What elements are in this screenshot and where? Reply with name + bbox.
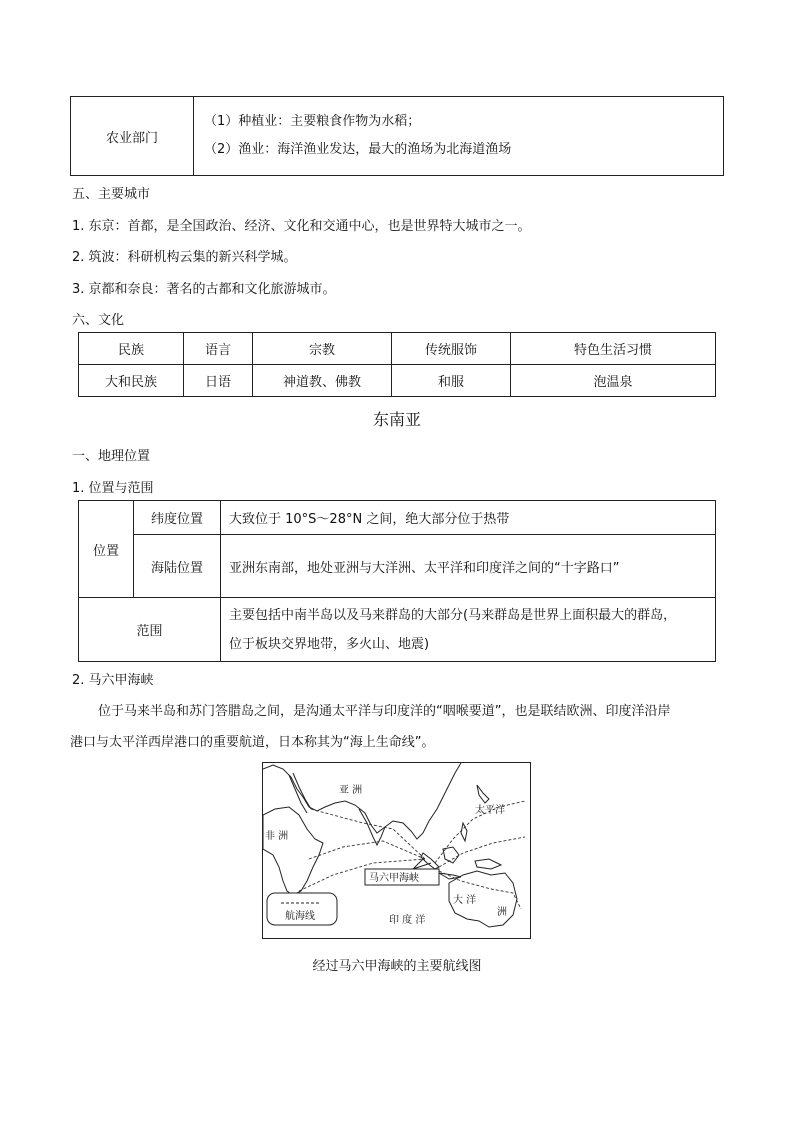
geo-heading: 一、地理位置 — [72, 449, 151, 464]
culture-header-cell: 传统服饰 — [392, 333, 511, 365]
geo-sub-heading-1: 1. 位置与范围 — [72, 481, 154, 496]
culture-cell: 和服 — [392, 365, 511, 397]
culture-table — [78, 332, 716, 397]
culture-heading: 六、文化 — [72, 313, 125, 328]
culture-header-cell: 语言 — [184, 333, 253, 365]
strait-pointer — [413, 859, 431, 869]
eurasia-landmass — [263, 763, 461, 839]
section-title: 东南亚 — [372, 410, 421, 429]
map-label-africa: 非 洲 — [265, 831, 289, 842]
culture-header-cell: 特色生活习惯 — [511, 333, 716, 365]
landsea-text: 亚洲东南部，地处亚洲与大洋洲、太平洋和印度洋之间的“十字路口” — [221, 535, 716, 598]
map-label-strait: 马六甲海峡 — [369, 873, 419, 884]
culture-header-row — [79, 333, 716, 365]
route-africa-strait — [309, 841, 425, 859]
position-label: 位置 — [79, 501, 134, 598]
city-item-kyoto-nara: 3. 京都和奈良：著名的古都和文化旅游城市。 — [72, 282, 336, 297]
shipping-route-map — [262, 762, 531, 939]
range-text-line-1: 主要包括中南半岛以及马来群岛的大部分(马来群岛是世界上面积最大的群岛， — [229, 607, 677, 623]
route-strait-australia — [439, 871, 521, 909]
culture-cell: 大和民族 — [79, 365, 184, 397]
map-canvas — [263, 763, 530, 938]
strait-paragraph-line-1: 位于马来半岛和苏门答腊岛之间，是沟通太平洋与印度洋的“咽喉要道”，也是联结欧洲、印度洋沿岸 — [98, 704, 671, 719]
lat-text: 大致位于 10°S～28°N 之间，绝大部分位于热带 — [221, 501, 716, 535]
legend-label: 航海线 — [285, 911, 315, 922]
map-label-indian-ocean: 印 度 洋 — [389, 915, 426, 926]
culture-data-row — [79, 365, 716, 397]
red-sea — [289, 775, 307, 813]
culture-cell: 泡温泉 — [511, 365, 716, 397]
range-text — [221, 598, 716, 662]
philippines — [461, 823, 467, 841]
map-label-asia: 亚 洲 — [339, 785, 363, 796]
agriculture-table — [70, 96, 724, 176]
agri-table-head: 农业部门 — [71, 97, 194, 176]
agri-table-body — [194, 97, 724, 176]
map-label-oceania: 大 洋 — [453, 895, 477, 906]
culture-cell: 神道教、佛教 — [253, 365, 392, 397]
culture-header-cell: 民族 — [79, 333, 184, 365]
new-guinea — [475, 859, 501, 869]
culture-cell: 日语 — [184, 365, 253, 397]
location-table — [78, 500, 716, 662]
sea-routes — [299, 801, 525, 909]
japan-islands — [477, 785, 489, 803]
landsea-label: 海陆位置 — [134, 535, 221, 598]
lat-label: 纬度位置 — [134, 501, 221, 535]
strait-paragraph-line-2: 港口与太平洋西岸港口的重要航道，日本称其为“海上生命线”。 — [70, 735, 435, 750]
agri-line-2: （2）渔业：海洋渔业发达，最大的渔场为北海道渔场 — [204, 142, 512, 157]
city-item-tsukuba: 2. 筑波：科研机构云集的新兴科学城。 — [72, 250, 297, 265]
city-item-tokyo: 1. 东京：首都，是全国政治、经济、文化和交通中心，也是世界特大城市之一。 — [72, 219, 531, 234]
cities-heading: 五、主要城市 — [72, 187, 151, 202]
map-label-pacific: 太平洋 — [475, 805, 505, 816]
agri-line-1: （1）种植业：主要粮食作物为水稻； — [204, 114, 421, 129]
map-label-oceania-2: 洲 — [497, 907, 507, 918]
culture-header-cell: 宗教 — [253, 333, 392, 365]
range-label: 范围 — [79, 598, 221, 662]
map-caption: 经过马六甲海峡的主要航线图 — [312, 959, 482, 974]
geo-sub-heading-2: 2. 马六甲海峡 — [72, 673, 154, 688]
route-europe-strait — [311, 809, 425, 859]
range-text-line-2: 位于板块交界地带，多火山、地震) — [229, 636, 430, 652]
africa-landmass — [263, 807, 323, 895]
